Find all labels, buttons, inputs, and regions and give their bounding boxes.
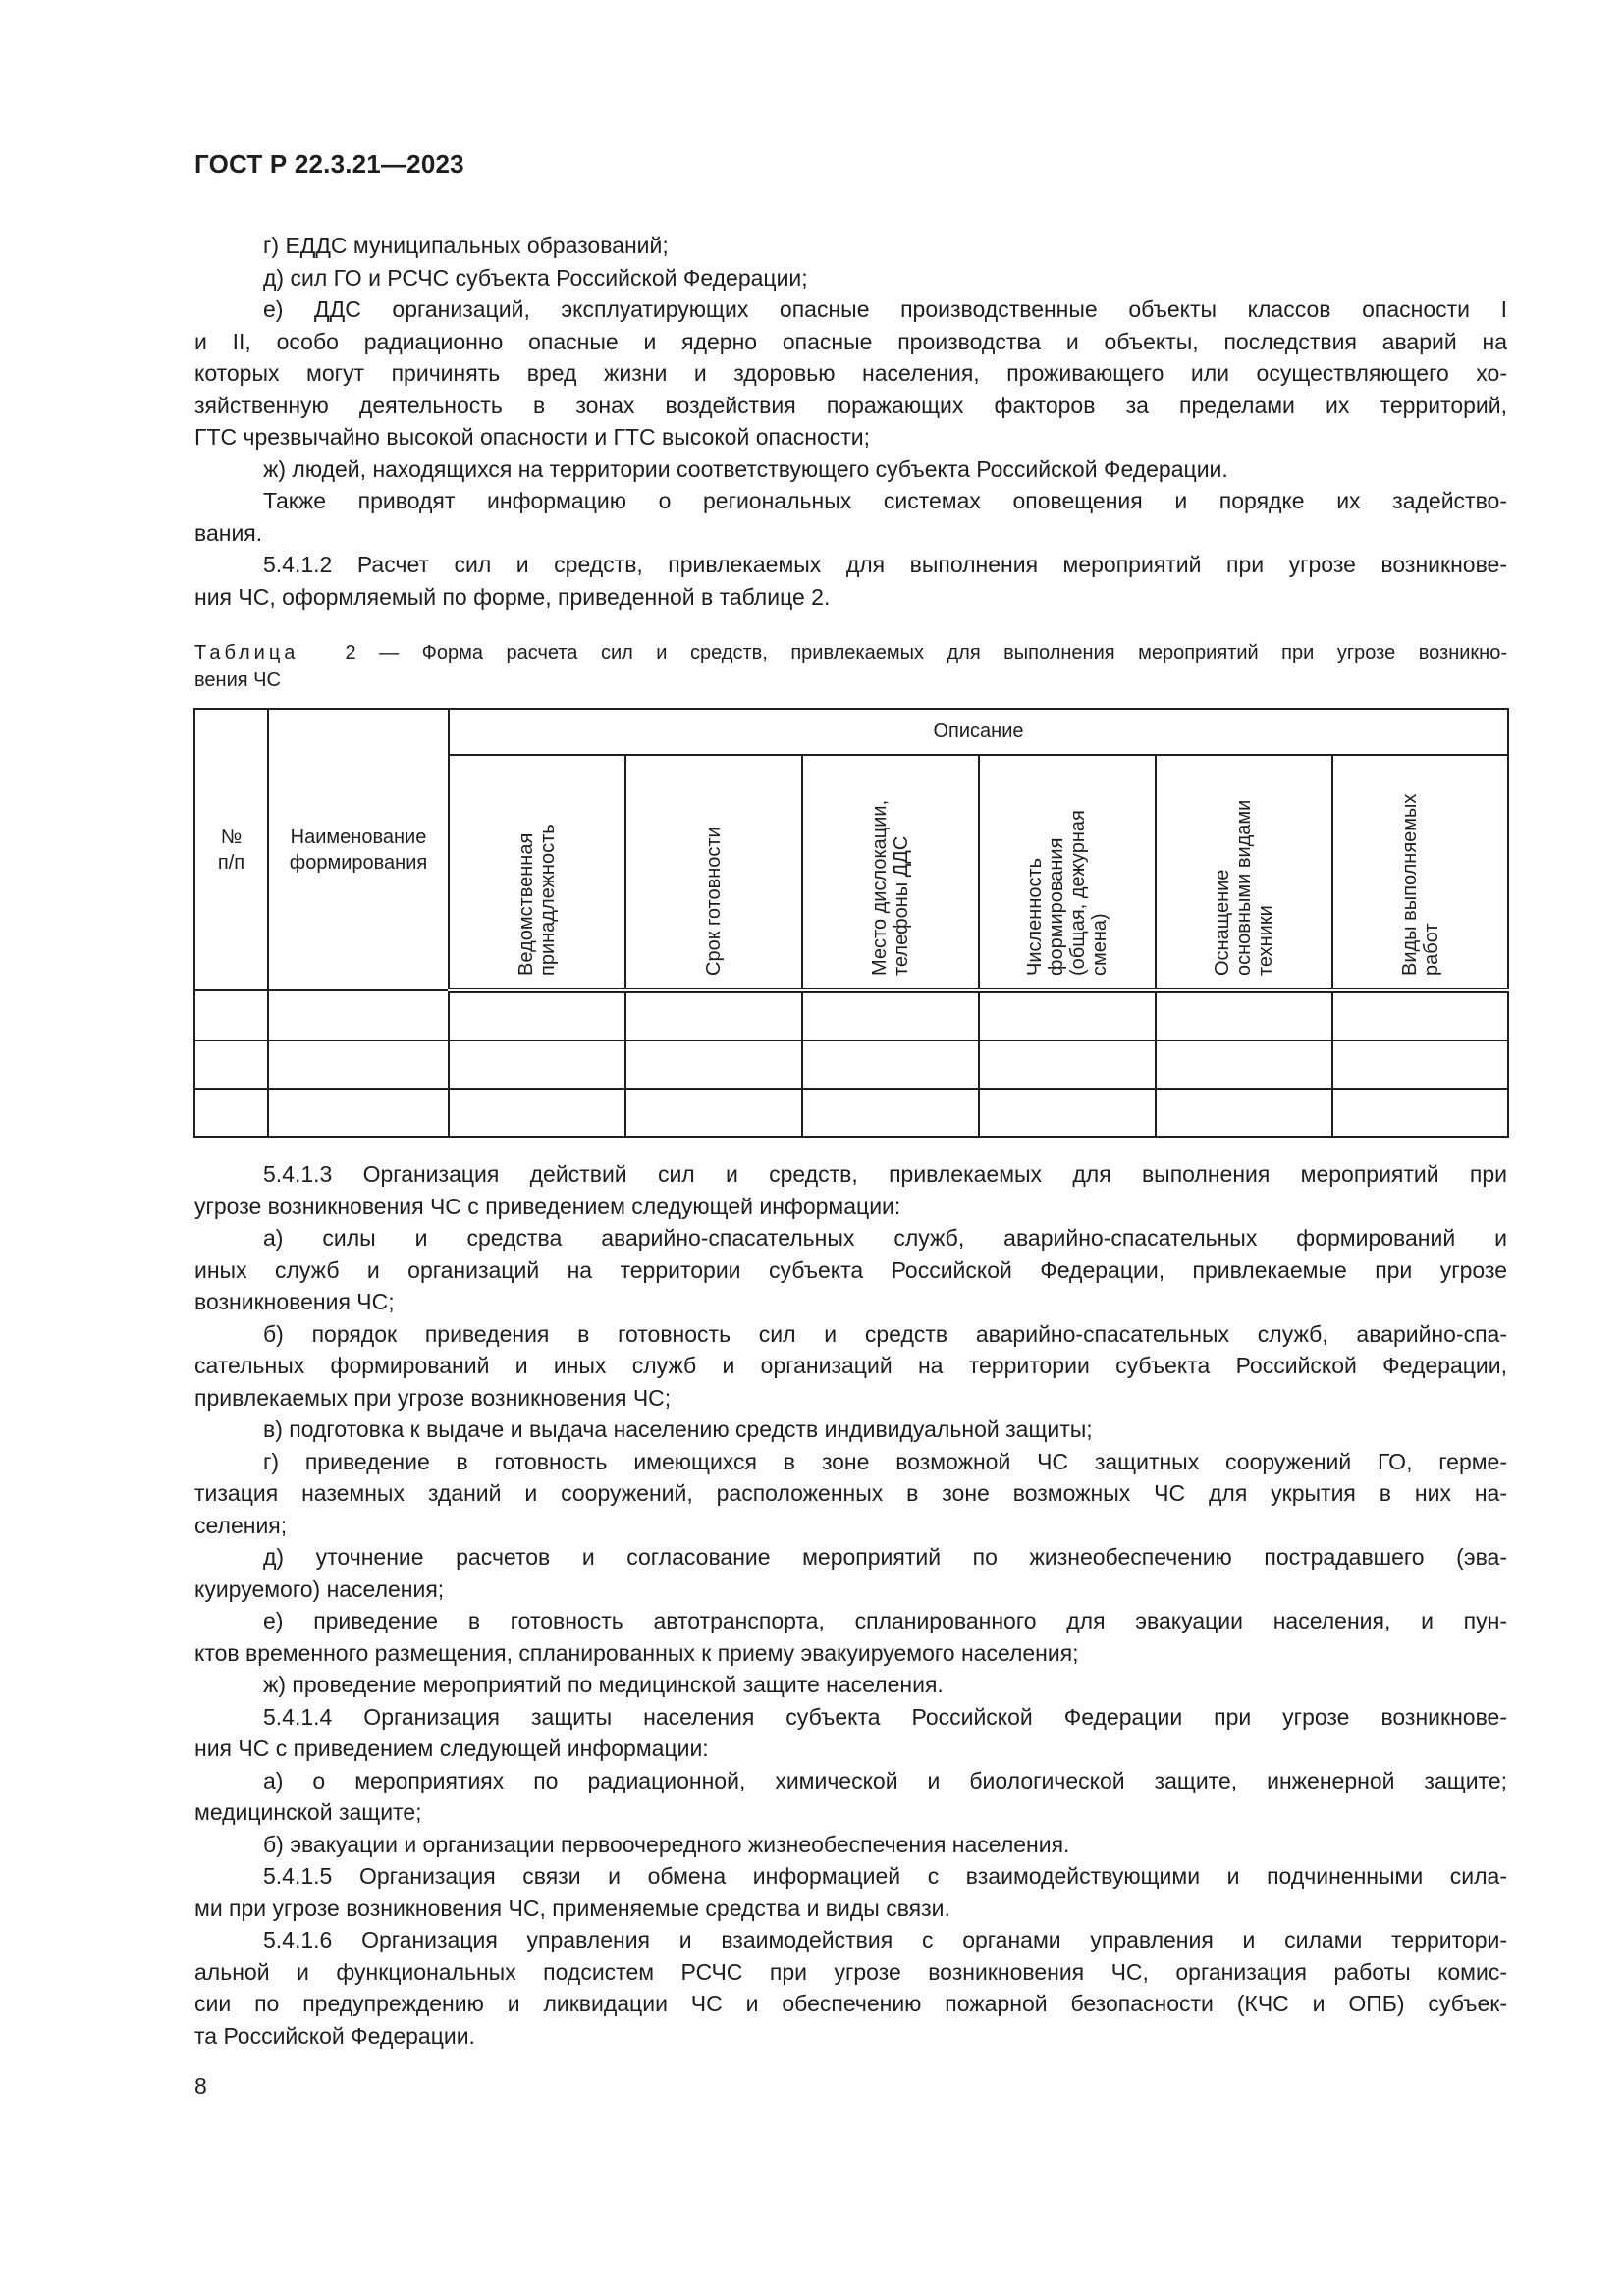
column-header-work-types <box>1332 755 1508 990</box>
table-cell <box>268 1041 449 1089</box>
text-line: ния ЧС с приведением следующей информации: <box>194 1735 709 1761</box>
rotated-label <box>1399 794 1442 976</box>
text-line: ми при угрозе возникновения ЧС, применяемые средства и виды связи. <box>194 1895 950 1921</box>
text-line: г) приведение в готовность имеющихся в зоне возможной ЧС защитных сооружений ГО, герме- <box>263 1448 1507 1474</box>
text-line: вания. <box>194 519 263 546</box>
table-caption <box>194 639 1507 694</box>
clause-5-4-1-5: 5.4.1.5 Организация связи и обмена информацией с взаимодействующими и подчиненными сила- <box>263 1863 1507 1889</box>
text-line: Также приводят информацию о региональных системах оповещения и порядке их задейство- <box>263 488 1507 513</box>
table-cell <box>194 1089 268 1137</box>
table-cell <box>449 990 625 1041</box>
text-line: б) порядок приведения в готовность сил и средств аварийно-спасательных служб, аварийно-спа- <box>263 1320 1507 1347</box>
column-header-location-phones <box>802 755 979 990</box>
column-header-personnel-count <box>979 755 1156 990</box>
text-line: тизация наземных зданий и сооружений, расположенных в зоне возможных ЧС для укрытия в них на- <box>194 1480 1507 1506</box>
text-line: привлекаемых при угрозе возникновения ЧС; <box>194 1384 672 1411</box>
caption-label: Таблица <box>194 642 299 664</box>
text-line: сии по предупреждению и ликвидации ЧС и обеспечению пожарной безопасности (КЧС и ОПБ) субъек- <box>194 1991 1507 2016</box>
header-line: Ведомственная <box>515 832 537 976</box>
text-line: угрозе возникновения ЧС с приведением следующей информации: <box>194 1193 901 1219</box>
table-cell <box>1332 1089 1508 1137</box>
clause-5-4-1-3: 5.4.1.3 Организация действий сил и средств, привлекаемых для выполнения мероприятий при <box>263 1161 1507 1187</box>
table-cell <box>268 990 449 1041</box>
text-line: зяйственную деятельность в зонах воздействия поражающих факторов за пределами их территорий, <box>194 392 1507 418</box>
table-cell <box>194 990 268 1041</box>
table-cell <box>625 1041 802 1089</box>
text-line: е) ДДС организаций, эксплуатирующих опасные производственные объекты классов опасности I <box>263 296 1507 322</box>
page-number: 8 <box>194 2073 207 2099</box>
table-cell <box>625 990 802 1041</box>
column-header-readiness-time <box>625 755 802 990</box>
text-line: сательных формирований и иных служб и организаций на территории субъекта Российской Федерации, <box>194 1353 1507 1378</box>
rotated-label <box>869 800 912 976</box>
table-cell <box>1156 990 1332 1041</box>
table-row <box>194 1089 1508 1137</box>
header-line: принадлежность <box>537 824 559 976</box>
header-line: формирования <box>1046 837 1067 976</box>
rotated-label <box>515 824 559 976</box>
table-cell <box>1332 990 1508 1041</box>
text-line: и II, особо радиационно опасные и ядерно опасные производства и объекты, последствия аварий на <box>194 328 1507 354</box>
text-line: е) приведение в готовность автотранспорта, спланированного для эвакуации населения, и пун- <box>263 1608 1507 1633</box>
header-line: (общая, дежурная <box>1067 810 1089 976</box>
text-line: та Российской Федерации. <box>194 2022 475 2049</box>
clause-5-4-1-2: 5.4.1.2 Расчет сил и средств, привлекаемых для выполнения мероприятий при угрозе возникнове- <box>263 552 1507 577</box>
header-line: Оснащение <box>1212 869 1233 976</box>
table-cell <box>625 1089 802 1137</box>
table-cell <box>802 1041 979 1089</box>
table-cell <box>1332 1041 1508 1089</box>
header-line: Наименование <box>290 826 427 848</box>
text-line: альной и функциональных подсистем РСЧС при угрозе возникновения ЧС, организация работы комис- <box>194 1958 1507 1985</box>
table-cell <box>1156 1041 1332 1089</box>
text-line: а) о мероприятиях по радиационной, химической и биологической защите, инженерной защите; <box>263 1767 1507 1793</box>
text-line: д) сил ГО и РСЧС субъекта Российской Федерации; <box>263 264 808 291</box>
text-line: ж) людей, находящихся на территории соответствующего субъекта Российской Федерации. <box>263 455 1228 482</box>
header-line: работ <box>1420 923 1442 976</box>
clause-5-4-1-6: 5.4.1.6 Организация управления и взаимодействия с органами управления и силами территори- <box>263 1927 1507 1952</box>
rotated-label <box>703 827 725 976</box>
caption-line <box>194 639 1507 667</box>
text-line: куируемого) населения; <box>194 1575 445 1602</box>
table-cell <box>979 990 1156 1041</box>
table-row <box>194 1041 1508 1089</box>
header-line: Виды выполняемых <box>1398 793 1421 976</box>
header-line: Численность <box>1024 857 1046 976</box>
header-line: № <box>220 826 243 848</box>
document-code-header: ГОСТ Р 22.3.21—2023 <box>194 149 464 179</box>
text-line: ж) проведение мероприятий по медицинской защите населения. <box>263 1672 944 1697</box>
header-line: п/п <box>217 851 245 874</box>
column-header-equipment <box>1156 755 1332 990</box>
table-cell <box>802 990 979 1041</box>
table-cell <box>1156 1089 1332 1137</box>
section-5-4-1-1-continuation <box>194 230 1507 613</box>
text-line: иных служб и организаций на территории субъекта Российской Федерации, привлекаемые при угрозе <box>194 1256 1507 1283</box>
text-line: селения; <box>194 1512 288 1538</box>
column-header-formation-name <box>268 709 449 990</box>
rotated-label <box>1024 810 1110 976</box>
table-cell <box>449 1041 625 1089</box>
text-line: а) силы и средства аварийно-спасательных служб, аварийно-спасательных формирований и <box>263 1225 1507 1251</box>
header-line: Срок готовности <box>703 827 725 976</box>
table-cell <box>802 1089 979 1137</box>
caption-line: вения ЧС <box>194 669 281 691</box>
table-cell <box>194 1041 268 1089</box>
text-line: г) ЕДДС муниципальных образований; <box>263 233 669 258</box>
forces-calculation-table <box>193 708 1509 1138</box>
column-header-departmental-affiliation <box>449 755 625 990</box>
rotated-label <box>1212 800 1276 976</box>
sections-5-4-1-3-to-5-4-1-6 <box>194 1158 1507 2052</box>
text-line: б) эвакуации и организации первоочередного жизнеобеспечения населения. <box>263 1831 1070 1857</box>
text-line: в) подготовка к выдаче и выдача населению средств индивидуальной защиты; <box>263 1416 1093 1442</box>
header-line: техники <box>1255 905 1276 976</box>
header-line: Место дислокации, <box>869 799 891 976</box>
text-line: ГТС чрезвычайно высокой опасности и ГТС высокой опасности; <box>194 424 871 450</box>
table-row <box>194 990 1508 1041</box>
header-line: основными видами <box>1233 799 1255 976</box>
text-line: ктов временного размещения, спланированных к приему эвакуируемого населения; <box>194 1639 1079 1666</box>
caption-title: 2 — Форма расчета сил и средств, привлекаемых для выполнения мероприятий при угрозе возникно- <box>345 642 1507 664</box>
column-header-number <box>194 709 268 990</box>
text-line: медицинской защите; <box>194 1799 422 1825</box>
table-cell <box>979 1041 1156 1089</box>
header-line: телефоны ДДС <box>891 835 912 976</box>
text-line: возникновения ЧС; <box>194 1289 395 1314</box>
header-line: смена) <box>1089 913 1110 976</box>
table-cell <box>979 1089 1156 1137</box>
column-group-description: Описание <box>449 709 1508 755</box>
table-cell <box>268 1089 449 1137</box>
text-line: которых могут причинять вред жизни и здоровью населения, проживающего или осуществляющего хо- <box>194 360 1507 386</box>
clause-5-4-1-4: 5.4.1.4 Организация защиты населения субъекта Российской Федерации при угрозе возникнове- <box>263 1703 1507 1730</box>
text-line: ния ЧС, оформляемый по форме, приведенной в таблице 2. <box>194 583 831 610</box>
text-line: д) уточнение расчетов и согласование мероприятий по жизнеобеспечению пострадавшего (эва- <box>263 1544 1507 1570</box>
table-cell <box>449 1089 625 1137</box>
header-line: формирования <box>289 851 428 874</box>
